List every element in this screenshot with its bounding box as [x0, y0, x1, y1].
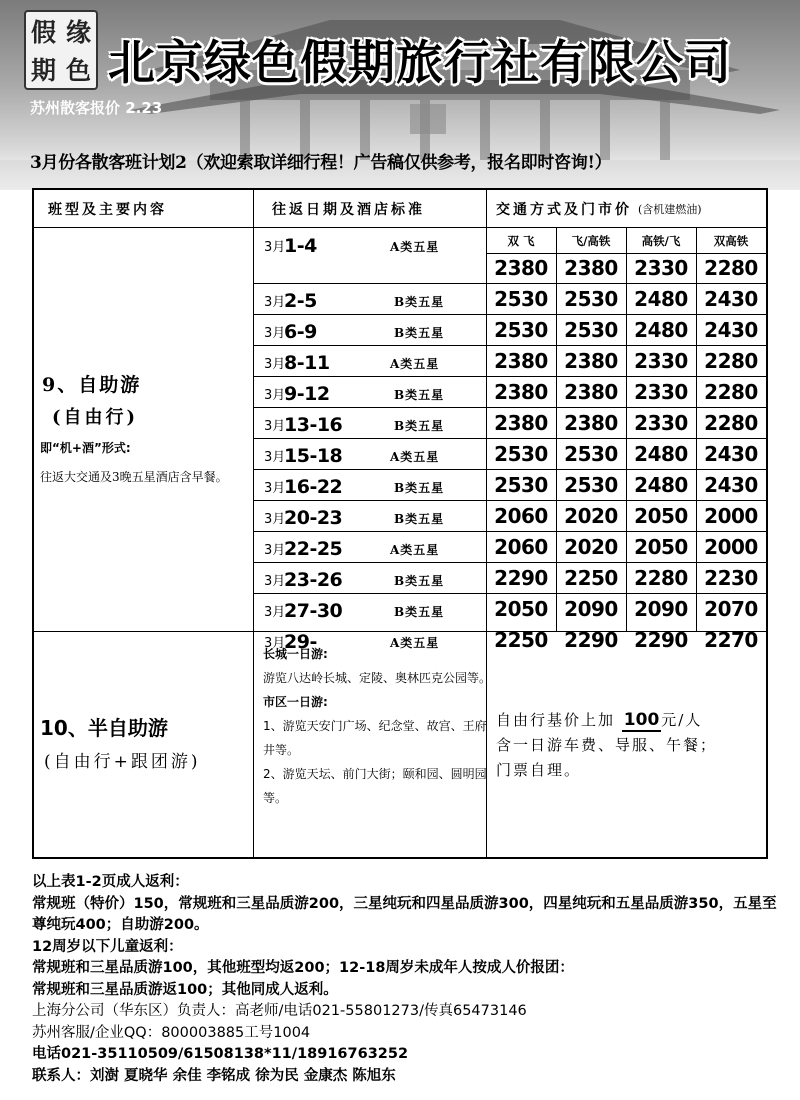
addon-price-note [496, 708, 766, 783]
price-cell: 2380 [564, 411, 618, 435]
travel-days: 2-5 [284, 290, 317, 312]
addon-amount: 100 [623, 710, 660, 730]
price-cell: 2280 [704, 380, 758, 404]
city-title: 市区一日游: [263, 695, 328, 709]
row9-sub: (自由行) [52, 407, 139, 428]
row10-name: 10、半自助游 [40, 716, 168, 740]
price-cell: 2070 [704, 597, 758, 621]
footer-info [32, 872, 782, 1087]
month-label: 3月 [264, 605, 286, 620]
travel-days: 20-23 [284, 507, 343, 529]
price-table [32, 188, 768, 859]
travel-days: 9-12 [284, 383, 330, 405]
header-banner [0, 0, 800, 190]
quote-label: 苏州散客报价 2.23 [30, 99, 163, 117]
price-cell: 2430 [704, 287, 758, 311]
month-label: 3月 [264, 512, 286, 527]
travel-days: 27-30 [284, 600, 343, 622]
travel-days: 8-11 [284, 352, 330, 374]
price-cell: 2290 [564, 628, 618, 652]
plan-title: 3月份各散客班计划2（欢迎索取详细行程！广告稿仅供参考，报名即时咨询!） [30, 153, 612, 173]
hotel-class: A类五星 [390, 543, 440, 557]
price-cell: 2380 [494, 411, 548, 435]
hotel-class: B类五星 [394, 419, 445, 433]
price-cell: 2480 [634, 287, 688, 311]
price-col-head: 双 飞 [507, 234, 535, 248]
price-cell: 2280 [634, 566, 688, 590]
footer-line: 常规班和三星品质游100，其他班型均返200；12-18周岁未成年人按成人价报团： [32, 960, 574, 976]
addon-prefix: 自由行基价上加 [496, 711, 616, 729]
price-cell: 2480 [634, 318, 688, 342]
hotel-class: A类五星 [390, 636, 440, 650]
row10-sub: (自由行+跟团游) [44, 752, 201, 772]
date-cell [254, 439, 486, 469]
header-dates [272, 190, 482, 227]
price-col-head: 双高铁 [713, 234, 749, 248]
header-dates-label: 往返日期及酒店标准 [272, 201, 425, 218]
price-cell: 2530 [564, 442, 618, 466]
price-cell: 2430 [704, 473, 758, 497]
addon-line3: 门票自理。 [496, 761, 582, 779]
price-cell: 2430 [704, 318, 758, 342]
month-label: 3月 [264, 543, 286, 558]
price-cell: 2290 [494, 566, 548, 590]
logo-char: 色 [65, 56, 91, 85]
price-cell: 2430 [704, 442, 758, 466]
date-cell [254, 284, 486, 314]
hotel-class: B类五星 [394, 481, 445, 495]
date-cell [254, 563, 486, 593]
footer-line: 电话021-35110509/61508138*11/18916763252 [32, 1046, 409, 1062]
logo [24, 10, 98, 90]
price-cell: 2090 [634, 597, 688, 621]
price-col-head: 高铁/飞 [641, 234, 681, 248]
city-item2: 2、游览天坛、前门大街；颐和园、圆明园等。 [263, 767, 487, 805]
header-transport-note: (含机建燃油) [638, 202, 702, 216]
month-label: 3月 [264, 419, 286, 434]
travel-days: 15-18 [284, 445, 343, 467]
date-cell [254, 594, 486, 624]
price-cell: 2060 [494, 504, 548, 528]
hotel-class: A类五星 [390, 450, 440, 464]
hotel-class: A类五星 [390, 240, 440, 254]
row10-type-cell [34, 712, 253, 772]
addon-line2: 含一日游车费、导服、午餐； [496, 736, 718, 754]
header-type-label: 班型及主要内容 [48, 201, 167, 218]
logo-char: 期 [30, 56, 56, 85]
price-cell: 2270 [704, 628, 758, 652]
month-label: 3月 [264, 357, 286, 372]
month-label: 3月 [264, 240, 286, 255]
city-item1: 1、游览天安门广场、纪念堂、故宫、王府井等。 [263, 719, 487, 757]
date-cell [254, 377, 486, 407]
footer-line: 以上表1-2页成人返利： [32, 874, 189, 890]
price-cell: 2380 [564, 349, 618, 373]
month-label: 3月 [264, 326, 286, 341]
price-cell: 2000 [704, 504, 758, 528]
price-cell: 2330 [634, 380, 688, 404]
price-cell: 2280 [704, 256, 758, 280]
price-cell: 2530 [564, 473, 618, 497]
price-cell: 2050 [634, 535, 688, 559]
great-wall-title: 长城一日游: [263, 647, 328, 661]
price-cell: 2530 [494, 473, 548, 497]
row9-note2: 往返大交通及3晚五星酒店含早餐。 [40, 470, 228, 484]
price-cell: 2380 [564, 256, 618, 280]
price-cell: 2060 [494, 535, 548, 559]
price-cell: 2050 [634, 504, 688, 528]
hotel-class: B类五星 [394, 605, 445, 619]
logo-char: 缘 [65, 18, 91, 47]
month-label: 3月 [264, 481, 286, 496]
price-cell: 2250 [564, 566, 618, 590]
addon-suffix: 元/人 [661, 711, 703, 729]
date-cell [254, 501, 486, 531]
price-cell: 2230 [704, 566, 758, 590]
price-cell: 2000 [704, 535, 758, 559]
header-transport [496, 190, 764, 227]
month-label: 3月 [264, 574, 286, 589]
month-label: 3月 [264, 295, 286, 310]
price-cell: 2380 [564, 380, 618, 404]
month-label: 3月 [264, 636, 286, 651]
price-cell: 2480 [634, 442, 688, 466]
month-label: 3月 [264, 388, 286, 403]
date-cell [254, 408, 486, 438]
date-cell [254, 346, 486, 376]
footer-line: 苏州客服/企业QQ：800003885工号1004 [32, 1024, 311, 1041]
price-cell: 2380 [494, 349, 548, 373]
row9-type-cell [34, 370, 253, 485]
footer-line: 上海分公司（华东区）负责人：高老师/电话021-55801273/传真65473146 [32, 1003, 527, 1019]
travel-days: 29- [284, 631, 317, 653]
price-cell: 2330 [634, 349, 688, 373]
date-cell [254, 315, 486, 345]
logo-char: 假 [30, 18, 56, 47]
great-wall-desc: 游览八达岭长城、定陵、奥林匹克公园等。 [263, 671, 492, 685]
price-cell: 2530 [494, 442, 548, 466]
footer-line: 联系人：刘澍 夏晓华 余佳 李铭成 徐为民 金康杰 陈旭东 [32, 1067, 396, 1084]
price-cell: 2380 [494, 256, 548, 280]
travel-days: 16-22 [284, 476, 343, 498]
row9-note1: 即“机+酒”形式: [40, 441, 131, 455]
row9-name: 9、自助游 [42, 374, 142, 396]
day-trip-info [263, 642, 491, 810]
hotel-class: B类五星 [394, 388, 445, 402]
price-cell: 2020 [564, 535, 618, 559]
price-cell: 2290 [634, 628, 688, 652]
price-cell: 2530 [564, 318, 618, 342]
travel-days: 22-25 [284, 538, 343, 560]
price-cell: 2330 [634, 411, 688, 435]
header-transport-label: 交通方式及门市价 [496, 201, 632, 218]
price-cell: 2530 [564, 287, 618, 311]
price-cell: 2530 [494, 318, 548, 342]
price-cell: 2280 [704, 411, 758, 435]
hotel-class: B类五星 [394, 295, 445, 309]
price-cell: 2530 [494, 287, 548, 311]
price-cell: 2380 [494, 380, 548, 404]
company-name: 北京绿色假期旅行社有限公司 [108, 36, 732, 91]
price-cell: 2480 [634, 473, 688, 497]
price-cell: 2050 [494, 597, 548, 621]
price-cell: 2280 [704, 349, 758, 373]
price-cell: 2250 [494, 628, 548, 652]
hotel-class: A类五星 [390, 357, 440, 371]
footer-line: 常规班和三星品质游返100；其他同成人返利。 [32, 981, 338, 998]
date-cell [254, 470, 486, 500]
price-col-head: 飞/高铁 [571, 234, 611, 248]
hotel-class: B类五星 [394, 574, 445, 588]
hotel-class: B类五星 [394, 326, 445, 340]
date-cell [254, 228, 486, 283]
travel-days: 6-9 [284, 321, 317, 343]
date-cell [254, 532, 486, 562]
footer-line: 12周岁以下儿童返利： [32, 938, 183, 955]
price-cell: 2020 [564, 504, 618, 528]
travel-days: 1-4 [284, 235, 317, 257]
price-cell: 2090 [564, 597, 618, 621]
price-cell: 2330 [634, 256, 688, 280]
travel-days: 23-26 [284, 569, 343, 591]
month-label: 3月 [264, 450, 286, 465]
footer-line: 常规班（特价）150，常规班和三星品质游200，三星纯玩和四星品质游300，四星纯玩和五星品质游350，五星至尊纯玩400；自助游200。 [32, 895, 777, 933]
hotel-class: B类五星 [394, 512, 445, 526]
header-type [48, 190, 248, 227]
travel-days: 13-16 [284, 414, 343, 436]
